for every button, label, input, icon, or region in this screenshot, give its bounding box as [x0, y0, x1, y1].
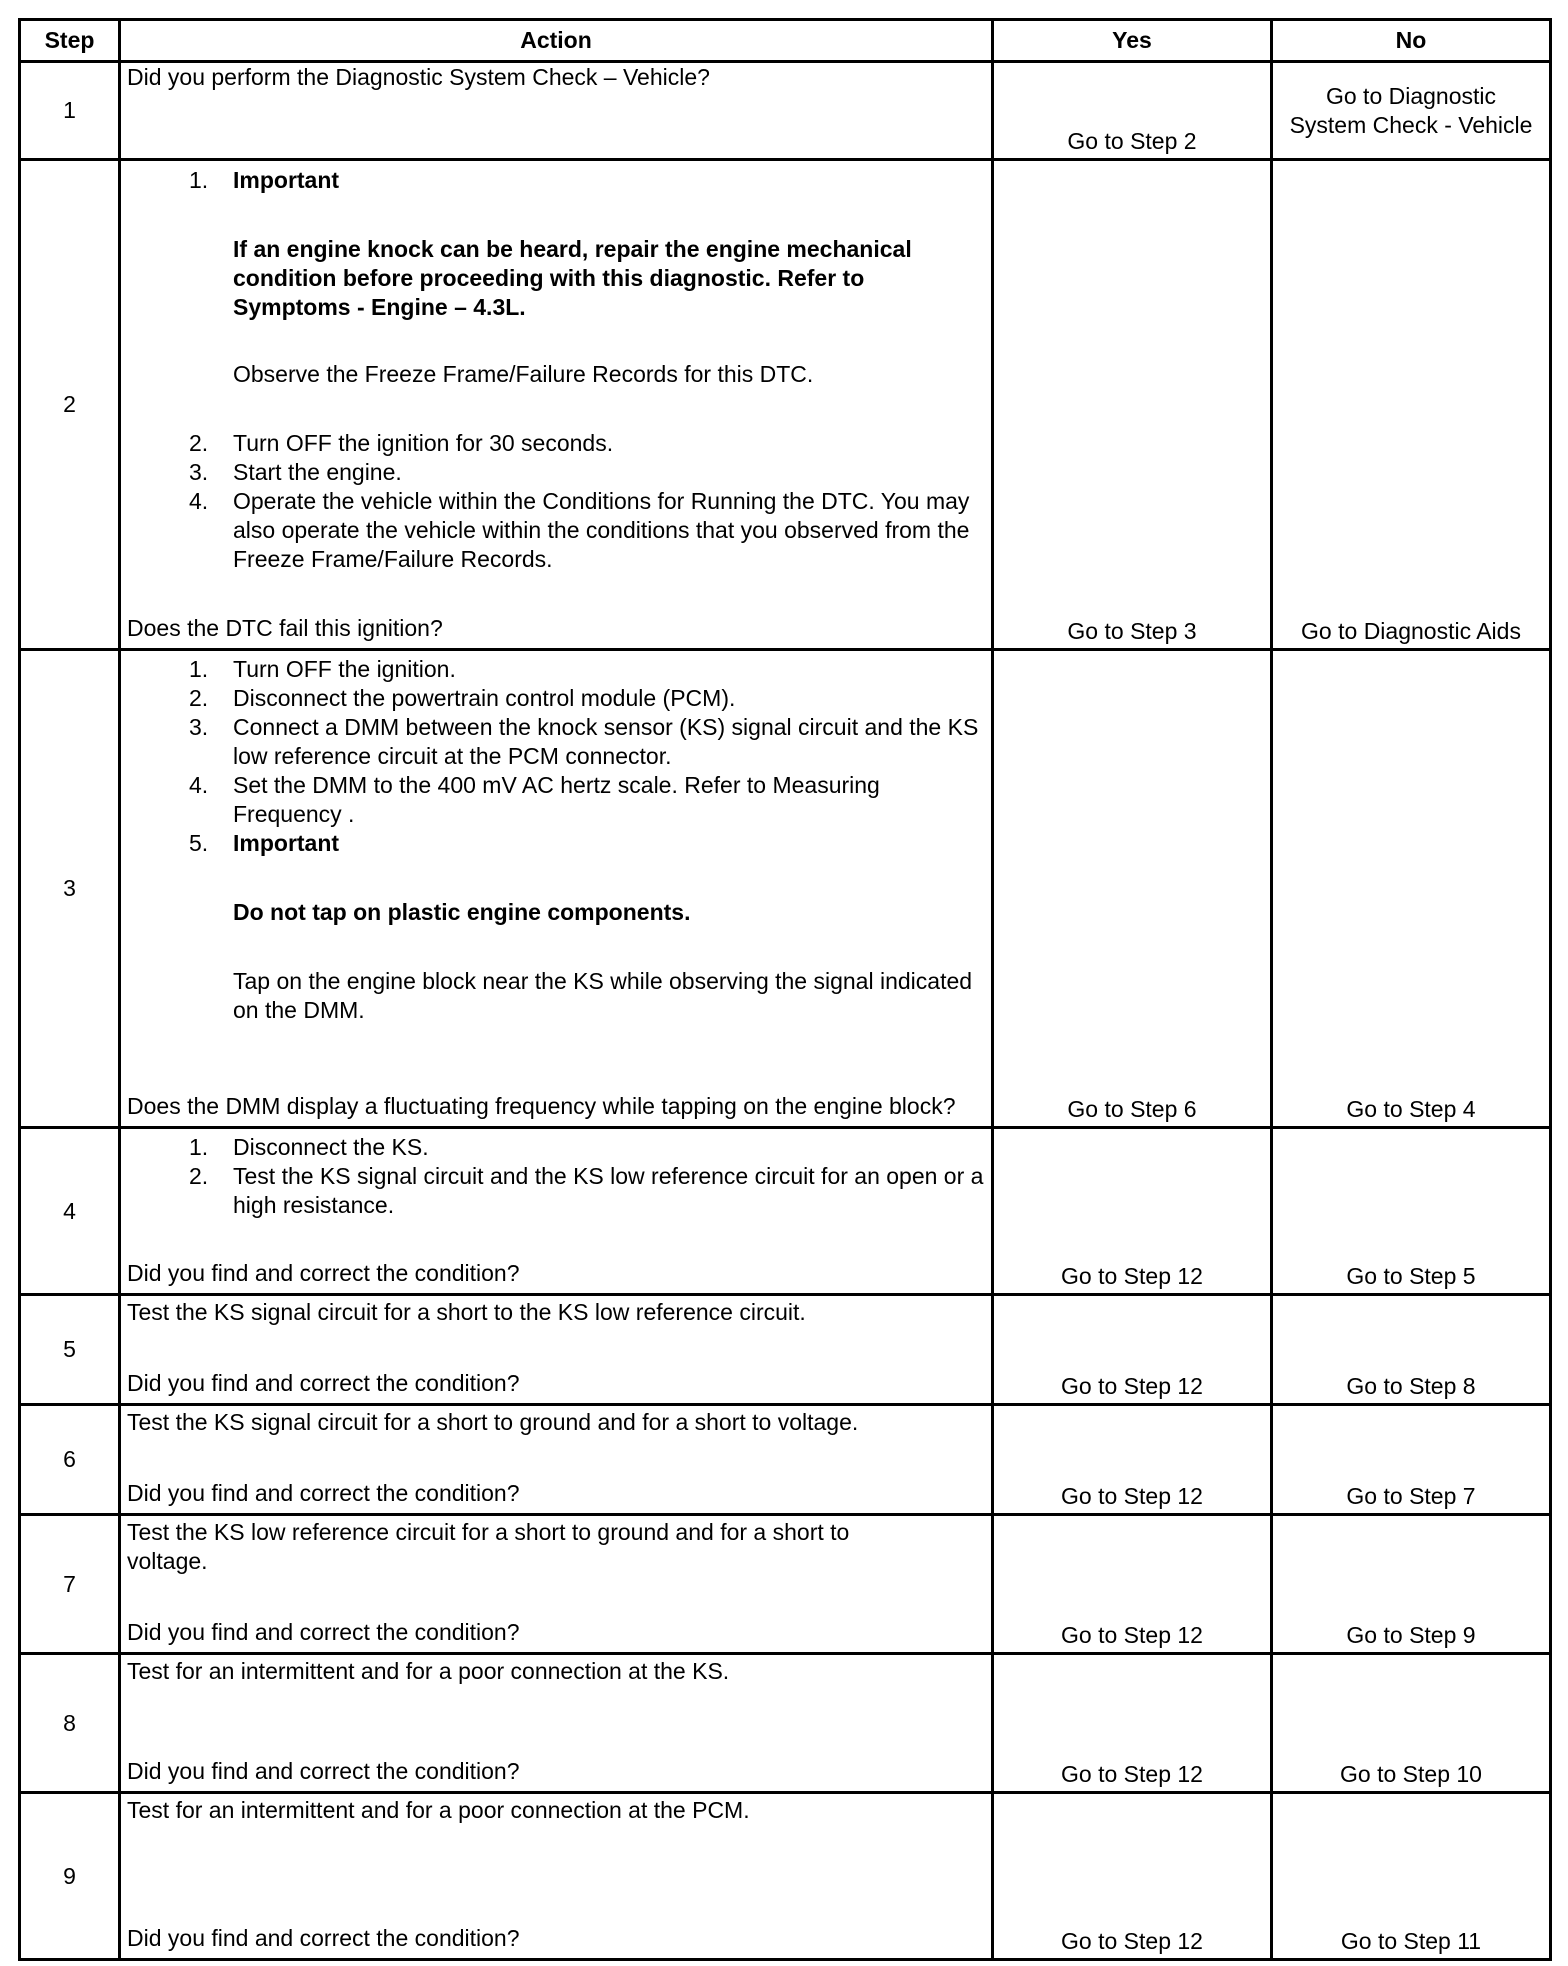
action-text: Test the KS signal circuit for a short to ground and for a short to voltage. [127, 1409, 859, 1435]
yes-cell: Go to Step 12 [993, 1128, 1272, 1295]
list-item: Observe the Freeze Frame/Failure Records for this DTC. [233, 361, 814, 387]
table-row [20, 160, 1551, 650]
table-row [20, 62, 1551, 160]
step-number: 2 [20, 160, 120, 650]
step-number: 1 [20, 62, 120, 160]
table-row [20, 1654, 1551, 1793]
action-question: Did you find and correct the condition? [127, 1758, 520, 1784]
action-question: Did you find and correct the condition? [127, 1480, 520, 1506]
step-number: 8 [20, 1654, 120, 1793]
header-step: Step [20, 20, 120, 62]
no-cell: Go to Step 10 [1272, 1654, 1551, 1793]
table-row [20, 1793, 1551, 1960]
no-cell: Go to Step 9 [1272, 1515, 1551, 1654]
list-item [127, 898, 987, 927]
action-question: Did you find and correct the condition? [127, 1260, 520, 1286]
action-question: Did you find and correct the condition? [127, 1370, 520, 1396]
list-item: 4. Set the DMM to the 400 mV AC hertz scale. Refer to Measuring Frequency . [189, 772, 880, 827]
action-cell [120, 1654, 993, 1793]
action-cell [120, 62, 993, 160]
yes-cell: Go to Step 12 [993, 1405, 1272, 1515]
header-yes: Yes [993, 20, 1272, 62]
action-cell [120, 1128, 993, 1295]
step-list [127, 166, 987, 574]
action-question: Does the DMM display a fluctuating frequency while tapping on the engine block? [127, 1093, 956, 1119]
header-action: Action [120, 20, 993, 62]
step-list [127, 1133, 987, 1220]
yes-cell: Go to Step 12 [993, 1793, 1272, 1960]
list-item: 2. Turn OFF the ignition for 30 seconds. [189, 430, 614, 456]
action-text: Test the KS signal circuit for a short to the KS low reference circuit. [127, 1299, 806, 1325]
list-item: 5. Important [189, 830, 340, 856]
action-text: Test for an intermittent and for a poor connection at the KS. [127, 1658, 730, 1684]
diagnostic-table [18, 18, 1552, 1961]
list-item: 3. Connect a DMM between the knock sensor (KS) signal circuit and the KS low reference circuit at the PCM connector. [189, 714, 979, 769]
action-cell [120, 1515, 993, 1654]
list-item: 3. Start the engine. [189, 459, 402, 485]
yes-cell: Go to Step 12 [993, 1654, 1272, 1793]
table-row [20, 1128, 1551, 1295]
table-row [20, 650, 1551, 1128]
step-number: 7 [20, 1515, 120, 1654]
list-item: 1. Turn OFF the ignition. [189, 656, 456, 682]
action-cell [120, 650, 993, 1128]
no-cell: Go to Step 4 [1272, 650, 1551, 1128]
step-number: 5 [20, 1295, 120, 1405]
action-question: Does the DTC fail this ignition? [127, 615, 443, 641]
no-cell: Go to Step 7 [1272, 1405, 1551, 1515]
list-item: 2. Test the KS signal circuit and the KS low reference circuit for an open or a high resistance. [189, 1163, 984, 1218]
step-number: 3 [20, 650, 120, 1128]
action-question: Did you perform the Diagnostic System Check – Vehicle? [127, 64, 710, 90]
yes-cell: Go to Step 12 [993, 1295, 1272, 1405]
step-number: 9 [20, 1793, 120, 1960]
step-number: 4 [20, 1128, 120, 1295]
important-note: Do not tap on plastic engine components. [233, 899, 691, 925]
list-item: 1. Important [189, 167, 340, 193]
action-text: Test for an intermittent and for a poor connection at the PCM. [127, 1797, 750, 1823]
list-item: 4. Operate the vehicle within the Conditions for Running the DTC. You may also operate the vehicle within the conditions that you observed from the Freeze Frame/Failure Records. [189, 488, 970, 572]
action-cell [120, 160, 993, 650]
yes-cell: Go to Step 3 [993, 160, 1272, 650]
action-cell [120, 1295, 993, 1405]
action-question: Did you find and correct the condition? [127, 1619, 520, 1645]
list-item [127, 235, 987, 322]
list-item: 2. Disconnect the powertrain control module (PCM). [189, 685, 736, 711]
yes-cell: Go to Step 12 [993, 1515, 1272, 1654]
list-item: 1. Disconnect the KS. [189, 1134, 429, 1160]
action-text: Test the KS low reference circuit for a short to ground and for a short to voltage. [127, 1519, 850, 1574]
no-cell: Go to Step 11 [1272, 1793, 1551, 1960]
no-cell: Go to Step 8 [1272, 1295, 1551, 1405]
table-row [20, 1405, 1551, 1515]
header-no: No [1272, 20, 1551, 62]
header-row [20, 20, 1551, 62]
action-question: Did you find and correct the condition? [127, 1925, 520, 1951]
table-row [20, 1295, 1551, 1405]
action-cell [120, 1405, 993, 1515]
no-cell: Go to Step 5 [1272, 1128, 1551, 1295]
yes-cell: Go to Step 2 [993, 62, 1272, 160]
no-cell [1272, 62, 1551, 160]
list-item: Tap on the engine block near the KS while observing the signal indicated on the DMM. [233, 968, 973, 1023]
action-cell [120, 1793, 993, 1960]
important-note: If an engine knock can be heard, repair the engine mechanical condition before proceeding with this diagnostic. Refer to Symptoms - Engine – 4.3L. [233, 236, 912, 320]
table-row [20, 1515, 1551, 1654]
step-number: 6 [20, 1405, 120, 1515]
yes-cell: Go to Step 6 [993, 650, 1272, 1128]
step-list [127, 655, 987, 1025]
no-cell: Go to Diagnostic Aids [1272, 160, 1551, 650]
no-text: Go to Diagnostic System Check - Vehicle [1289, 82, 1533, 138]
